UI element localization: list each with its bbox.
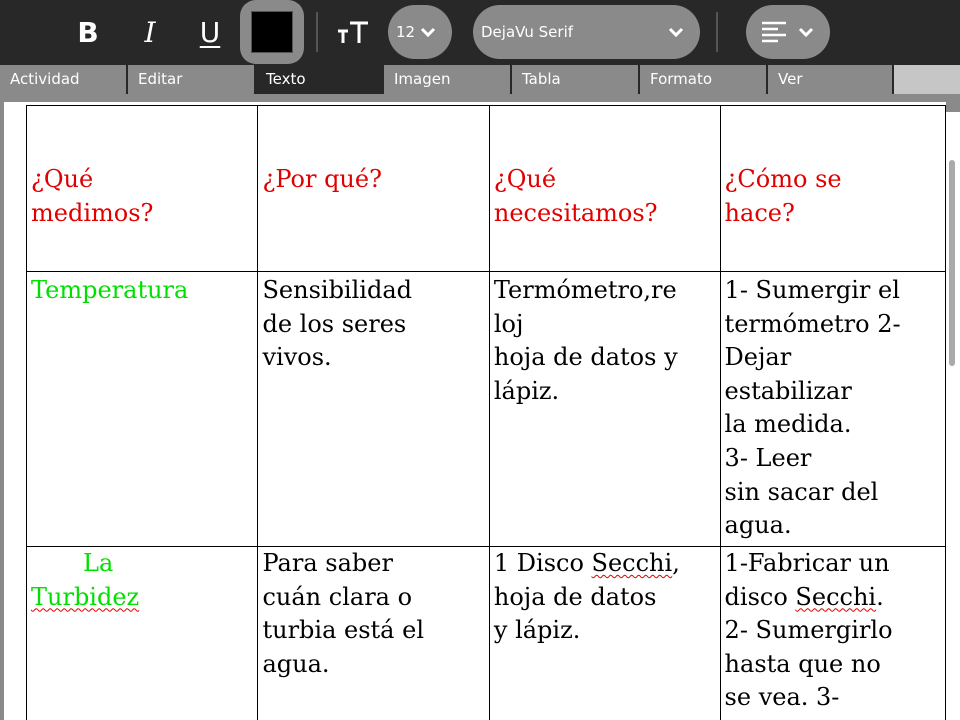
cell-text: se vea. 3- bbox=[724, 683, 840, 712]
cell-text: termómetro 2- bbox=[724, 309, 901, 338]
align-left-icon bbox=[760, 20, 788, 44]
cell-text: medimos? bbox=[31, 198, 154, 227]
cell-text: Temperatura bbox=[31, 276, 189, 304]
vertical-scrollbar[interactable] bbox=[946, 112, 960, 720]
cell-text: cuán clara o bbox=[262, 582, 413, 611]
cell-text: agua. bbox=[262, 649, 330, 678]
cell-text: de los seres bbox=[262, 309, 407, 338]
font-size-value: 12 bbox=[396, 23, 416, 41]
cell-text: necesitamos? bbox=[493, 198, 658, 227]
table-cell[interactable] bbox=[720, 272, 945, 547]
table-cell[interactable] bbox=[489, 272, 720, 547]
underline-button[interactable]: U bbox=[199, 15, 221, 49]
table-cell[interactable] bbox=[27, 547, 258, 720]
tab-texto[interactable]: Texto bbox=[256, 65, 384, 94]
tab-actividad[interactable]: Actividad bbox=[0, 65, 128, 94]
table-cell[interactable] bbox=[489, 547, 720, 720]
cell-text: la medida. bbox=[724, 410, 852, 439]
tab-editar[interactable]: Editar bbox=[128, 65, 256, 94]
table-row bbox=[27, 272, 946, 547]
cell-text: Termómetro,re bbox=[493, 276, 677, 304]
cell-text: 2- Sumergirlo bbox=[724, 616, 893, 645]
toolbar-separator bbox=[716, 12, 718, 52]
text-size-icon[interactable] bbox=[332, 8, 376, 56]
alignment-select[interactable] bbox=[746, 5, 830, 59]
toolbar-separator bbox=[316, 12, 318, 52]
cell-text: hoja de datos y bbox=[493, 343, 678, 372]
text-color-button[interactable] bbox=[240, 0, 304, 64]
table-cell[interactable] bbox=[489, 106, 720, 272]
cell-text: Secchi bbox=[795, 582, 877, 611]
tab-bar-filler bbox=[894, 65, 960, 94]
cell-text: hasta que no bbox=[724, 649, 881, 678]
cell-text: Sensibilidad bbox=[262, 276, 412, 304]
tab-formato[interactable]: Formato bbox=[640, 65, 768, 94]
document-canvas[interactable] bbox=[0, 94, 960, 720]
scrollbar-thumb[interactable] bbox=[949, 160, 955, 366]
table-row bbox=[27, 106, 946, 272]
cell-text: hoja de datos bbox=[493, 582, 657, 611]
table-cell[interactable] bbox=[27, 106, 258, 272]
cell-text: y lápiz. bbox=[493, 616, 581, 645]
color-swatch bbox=[251, 11, 293, 53]
cell-text: estabilizar bbox=[724, 376, 852, 405]
cell-text: lápiz. bbox=[493, 376, 560, 405]
font-family-value: DejaVu Serif bbox=[481, 23, 574, 41]
tab-tabla[interactable]: Tabla bbox=[512, 65, 640, 94]
font-size-select[interactable] bbox=[388, 5, 452, 59]
document-table[interactable] bbox=[26, 105, 946, 720]
cell-text: Dejar bbox=[724, 343, 792, 372]
chevron-down-icon bbox=[796, 22, 816, 42]
cell-text: Secchi bbox=[591, 549, 673, 577]
cell-text: ¿Qué bbox=[31, 165, 94, 193]
cell-text: agua. bbox=[724, 511, 792, 540]
cell-text: loj bbox=[493, 309, 524, 338]
cell-text: ¿Cómo se bbox=[724, 165, 842, 193]
tab-ver[interactable]: Ver bbox=[768, 65, 894, 94]
cell-text: disco bbox=[724, 582, 796, 611]
cell-text: . bbox=[876, 582, 884, 611]
table-cell[interactable] bbox=[720, 547, 945, 720]
table-cell[interactable] bbox=[27, 272, 258, 547]
document-page[interactable] bbox=[4, 102, 946, 720]
table-cell[interactable] bbox=[720, 106, 945, 272]
cell-text: La bbox=[83, 549, 114, 577]
table-row bbox=[27, 547, 946, 720]
chevron-down-icon bbox=[418, 22, 438, 42]
cell-text: 1-Fabricar un bbox=[724, 549, 890, 577]
table-cell[interactable] bbox=[258, 272, 489, 547]
tab-bar bbox=[0, 65, 960, 94]
cell-text: ¿Qué bbox=[493, 165, 557, 193]
cell-text: hace? bbox=[724, 198, 795, 227]
font-family-select[interactable] bbox=[473, 5, 700, 59]
cell-text: 1- Sumergir el bbox=[724, 276, 900, 304]
cell-text: Turbidez bbox=[31, 582, 140, 611]
chevron-down-icon bbox=[666, 22, 686, 42]
table-cell[interactable] bbox=[258, 547, 489, 720]
tab-imagen[interactable]: Imagen bbox=[384, 65, 512, 94]
cell-text: vivos. bbox=[262, 343, 332, 372]
cell-text: turbia está el bbox=[262, 616, 424, 645]
cell-text: , bbox=[672, 549, 680, 577]
italic-button[interactable]: I bbox=[144, 15, 156, 49]
bold-button[interactable]: B bbox=[77, 15, 99, 49]
cell-text: Para saber bbox=[262, 549, 393, 577]
cell-text: 3- Leer bbox=[724, 443, 812, 472]
cell-text: ¿Por qué? bbox=[262, 165, 382, 193]
table-cell[interactable] bbox=[258, 106, 489, 272]
toolbar bbox=[0, 0, 960, 65]
cell-text: 1 Disco bbox=[493, 549, 592, 577]
cell-text: sin sacar del bbox=[724, 477, 879, 506]
